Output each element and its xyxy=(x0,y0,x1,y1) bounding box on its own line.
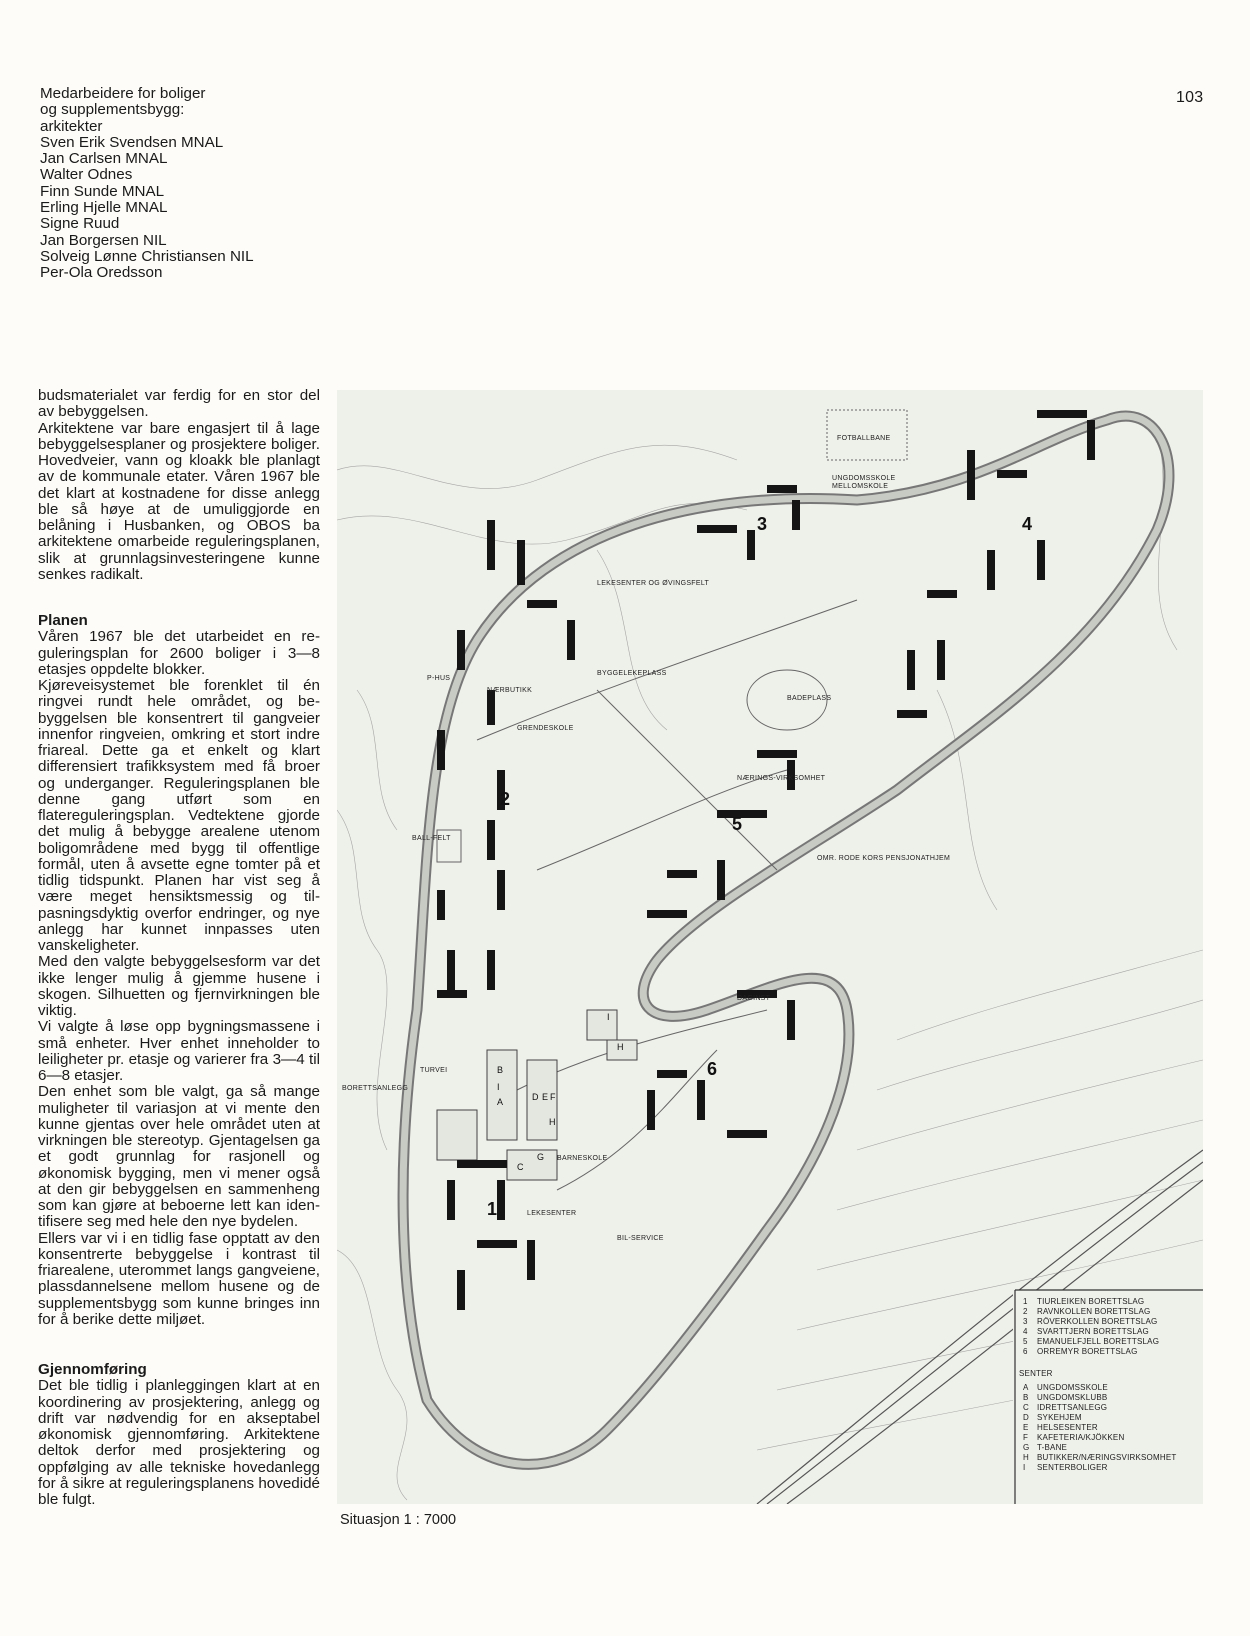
legend-label: RAVNKOLLEN BORETTSLAG xyxy=(1037,1307,1151,1316)
legend-label: SVARTTJERN BORETTSLAG xyxy=(1037,1327,1149,1336)
center-letter: I xyxy=(607,1012,610,1022)
map-label-naringsvirksomhet: NÆRINGS-VIRKSOMHET xyxy=(737,775,826,782)
center-letter: G xyxy=(537,1152,545,1162)
legend-label: UNGDOMSSKOLE xyxy=(1037,1383,1108,1392)
map-label-borettsanlegg: BORETTSANLEGG xyxy=(342,1085,409,1092)
map-label-ballfelt: BALL-FELT xyxy=(412,835,451,842)
legend-key: E xyxy=(1023,1423,1029,1432)
legend-label: SYKEHJEM xyxy=(1037,1413,1082,1422)
site-plan-map xyxy=(337,390,1203,1504)
legend-key: B xyxy=(1023,1393,1029,1402)
paragraph: Kjøreveisystemet ble forenklet til én ringvei rundt hele området, og bebyggelsen ble konsentrert til gangveier innenfor ringveien, omkring et stort indre friareal. Dette ga et enkelt og klart differensiert trafikksystem med få broer og underganger. Reguleringsplanen ble denne gang utført som en flatereguleringsplan. Vedtektene gjorde det mulig å bebygge arealene utenom boligområdene med bygg til offentlige formål, uten å avsette egne tomter på et tidlig tidspunkt. Planen har vist seg å være meget hensiktsmessig og tilpasningsdyktig overfor endringer, og nye anlegg har kunnet innpasses uten vanskeligheter. xyxy=(38,677,320,954)
map-label-barneskole: BARNESKOLE xyxy=(557,1155,608,1162)
credits-line: Per-Ola Oredsson xyxy=(40,264,163,282)
area-number-4: 4 xyxy=(1022,514,1033,534)
map-label-byggelekeplass: BYGGELEKEPLASS xyxy=(597,670,667,677)
credits-line: Erling Hjelle MNAL xyxy=(40,199,168,217)
paragraph: budsmaterialet var ferdig for en stor del av bebyggelsen. xyxy=(38,387,320,421)
legend-key: H xyxy=(1023,1453,1029,1462)
credits-line: Signe Ruud xyxy=(40,215,120,233)
map-caption: Situasjon 1 : 7000 xyxy=(340,1512,457,1528)
article-column xyxy=(38,388,320,1508)
credits-line: Solveig Lønne Christiansen NIL xyxy=(40,247,254,265)
section-heading-planen: Planen xyxy=(38,612,88,629)
center-letter: C xyxy=(517,1162,524,1172)
map-label-omr-pensjonat: OMR. RODE KORS PENSJONATHJEM xyxy=(817,855,951,862)
legend-label: EMANUELFJELL BORETTSLAG xyxy=(1037,1337,1160,1346)
page-number: 103 xyxy=(1176,89,1204,106)
legend-key: I xyxy=(1023,1463,1026,1472)
credits-line: Walter Odnes xyxy=(40,166,133,184)
center-letter: H xyxy=(617,1042,624,1052)
center-letter: A xyxy=(497,1097,504,1107)
area-number-3: 3 xyxy=(757,514,768,534)
map-label-turvei: TURVEI xyxy=(420,1067,448,1074)
center-letter: B xyxy=(497,1065,504,1075)
paragraph: Ellers var vi i en tidlig fase opptatt av den konsentrerte bebyggelse i kontrast til friarealene, uterommet langs gangveiene, plassdannelsene mellom husene og de supplementsbygg som kunne bringes inn for å berike dette miljøet. xyxy=(38,1229,320,1328)
paragraph: Det ble tidlig i planleggingen klart at en koordinering av prosjektering, anlegg og drift var nødvendig for en akseptabel økonomisk gjennomføring. Arkitektene deltok derfor med prosjektering og oppfølging av alle tekniske hovedanlegg for å sikre at reguleringsplanens hovedidé ble fulgt. xyxy=(38,1377,320,1508)
legend-key: 2 xyxy=(1023,1307,1028,1316)
map-label-lekesenter: LEKESENTER xyxy=(527,1210,577,1217)
legend-label: UNGDOMSKLUBB xyxy=(1037,1393,1108,1402)
center-letter: D xyxy=(532,1092,539,1102)
legend-heading-senter: SENTER xyxy=(1019,1369,1053,1378)
area-number-1: 1 xyxy=(487,1199,498,1219)
legend-label: ORREMYR BORETTSLAG xyxy=(1037,1347,1138,1356)
paragraph: Våren 1967 ble det utarbeidet en reguleringsplan for 2600 boliger i 3—8 etasjes oppdelte blokker. xyxy=(38,628,320,678)
credits-line: Jan Borgersen NIL xyxy=(40,231,167,249)
legend-key: 1 xyxy=(1023,1297,1028,1306)
paragraph: Den enhet som ble valgt, ga så mange muligheter til variasjon at vi mente den kunne gjentas over hele området uten at virkningen ble stereotyp. Gjentagelsen ga et godt grunnlag for rasjonell og økonomisk bygging, men vi mener også at den gir bebyggelsen en sammenheng som kan gjøre at beboerne lett kan identifisere seg med hele den nye bydelen. xyxy=(38,1083,320,1231)
center-letter: F xyxy=(550,1092,556,1102)
map-label-grendeskole: GRENDESKOLE xyxy=(517,725,574,732)
map-label-badeplass: BADEPLASS xyxy=(787,695,832,702)
center-letter: H xyxy=(549,1117,556,1127)
legend-key: A xyxy=(1023,1383,1029,1392)
area-number-5: 5 xyxy=(732,814,743,834)
area-number-2: 2 xyxy=(500,789,511,809)
credits-line: arkitekter xyxy=(40,117,103,135)
legend-label: IDRETTSANLEGG xyxy=(1037,1403,1108,1412)
center-letter: E xyxy=(542,1092,549,1102)
center-letter: I xyxy=(497,1082,500,1092)
map-label-p-hus: P-HUS xyxy=(427,675,451,682)
legend-key: 3 xyxy=(1023,1317,1028,1326)
legend-label: HELSESENTER xyxy=(1037,1423,1098,1432)
credits-line: Sven Erik Svendsen MNAL xyxy=(40,133,224,151)
legend-key: D xyxy=(1023,1413,1029,1422)
map-label-narbutikk: NÆRBUTIKK xyxy=(487,687,533,694)
legend-key: 5 xyxy=(1023,1337,1028,1346)
legend-label: T-BANE xyxy=(1037,1443,1068,1452)
credits-line: og supplementsbygg: xyxy=(40,101,185,119)
credits-block xyxy=(40,86,254,282)
legend-key: G xyxy=(1023,1443,1030,1452)
map-label-fotballbane: FOTBALLBANE xyxy=(837,435,891,442)
legend-label: BUTIKKER/NÆRINGSVIRKSOMHET xyxy=(1037,1453,1177,1462)
legend-label: TIURLEIKEN BORETTSLAG xyxy=(1037,1297,1145,1306)
map-label-bil-service: BIL-SERVICE xyxy=(617,1235,664,1242)
legend-key: 4 xyxy=(1023,1327,1028,1336)
section-heading-gjennomforing: Gjennomføring xyxy=(38,1361,147,1378)
area-number-6: 6 xyxy=(707,1059,718,1079)
legend-key: 6 xyxy=(1023,1347,1028,1356)
paragraph: Arkitektene var bare engasjert til å lage bebyggelsesplaner og prosjektere boliger. Hovedveier, vann og kloakk ble planlagt av de kommunale etater. Våren 1967 ble det klart at kostnadene for disse anlegg ble så høye at de umuliggjorde en belåning i Husbanken, og OBOS ba arkitektene omarbeide reguleringsplanen, slik at grunnlagsinvesteringene kunne senkes radikalt. xyxy=(38,419,320,583)
legend-key: C xyxy=(1023,1403,1029,1412)
map-legend xyxy=(1013,1290,1203,1504)
map-label-daginst: DAGINST xyxy=(737,995,771,1002)
paragraph: Vi valgte å løse opp bygningsmassene i små enheter. Hver enhet inneholder to leiligheter pr. etasje og varierer fra 3—4 til 6—8 etasjer. xyxy=(38,1018,320,1084)
legend-key: F xyxy=(1023,1433,1029,1442)
legend-label: RÖVERKOLLEN BORETTSLAG xyxy=(1037,1317,1158,1326)
map-label-ungdomsskole: UNGDOMSSKOLE xyxy=(832,475,896,482)
credits-line: Finn Sunde MNAL xyxy=(40,182,165,200)
site-plan-drawing xyxy=(337,390,1203,1504)
legend-label: KAFETERIA/KJÖKKEN xyxy=(1037,1433,1125,1442)
legend-label: SENTERBOLIGER xyxy=(1037,1463,1108,1472)
credits-line: Medarbeidere for boliger xyxy=(40,85,206,102)
paragraph: Med den valgte bebyggelsesform var det ikke lenger mulig å gjemme husene i skogen. Silhuetten og fjernvirkningen ble viktig. xyxy=(38,953,320,1019)
map-label-lekesenter-ovingsfelt: LEKESENTER OG ØVINGSFELT xyxy=(597,580,710,587)
map-label-mellomskole: MELLOMSKOLE xyxy=(832,483,889,490)
credits-line: Jan Carlsen MNAL xyxy=(40,150,168,168)
